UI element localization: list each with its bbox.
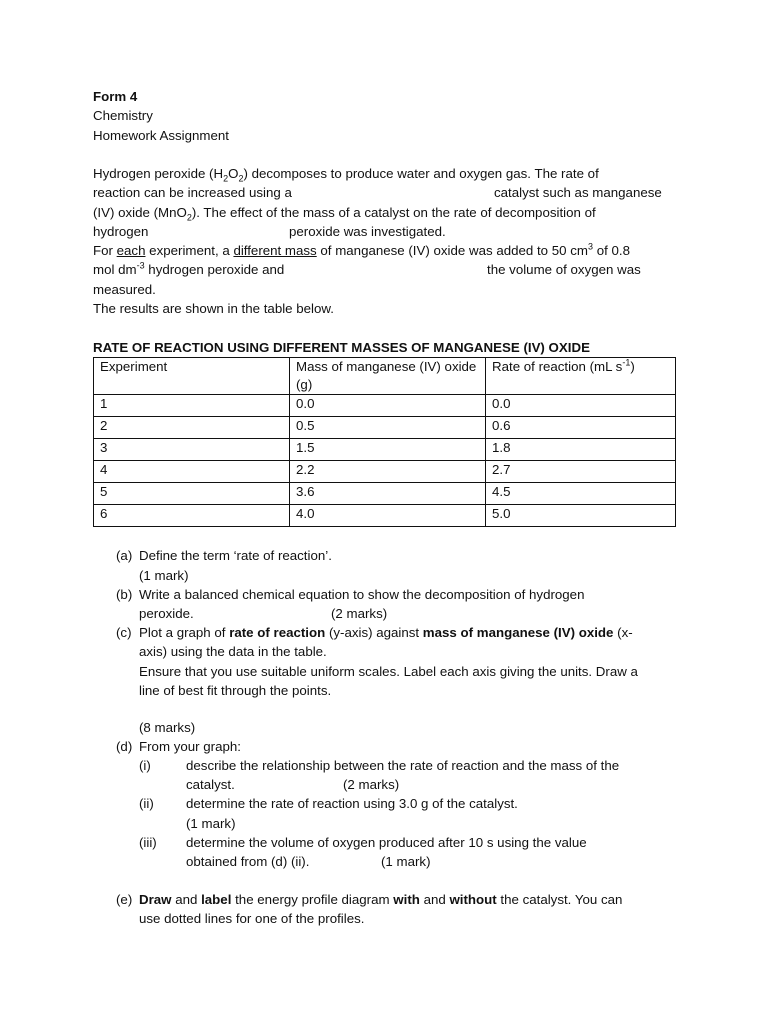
intro-line-2a: reaction can be increased using a — [93, 185, 292, 200]
cell-rate: 4.5 — [486, 483, 676, 505]
table-caption: RATE OF REACTION USING DIFFERENT MASSES OF MANGANESE (IV) OXIDE — [93, 340, 590, 355]
question-c-line-2: axis) using the data in the table. — [139, 644, 327, 659]
intro-line-4b: peroxide was investigated. — [289, 224, 446, 239]
cell-mass: 2.2 — [290, 461, 486, 483]
cell-experiment: 6 — [94, 505, 290, 527]
question-d-label: (d) — [116, 739, 133, 754]
question-d-iii-line-2: obtained from (d) (ii). — [186, 854, 310, 869]
cell-experiment: 4 — [94, 461, 290, 483]
question-c-label: (c) — [116, 625, 132, 640]
question-d-ii-line-1: determine the rate of reaction using 3.0 g of the catalyst. — [186, 796, 518, 811]
cell-rate: 1.8 — [486, 439, 676, 461]
intro-line-6a: mol $dm^{-3}$ hydrogen peroxide and — [93, 260, 285, 277]
subject-heading: Chemistry — [93, 108, 153, 123]
question-a-marks: (1 mark) — [139, 568, 189, 583]
question-b-marks: (2 marks) — [331, 606, 388, 621]
table-row — [94, 483, 676, 505]
cell-experiment: 3 — [94, 439, 290, 461]
question-a-label: (a) — [116, 548, 133, 563]
question-c-line-1: Plot a graph of rate of reaction (y-axis) against mass of manganese (IV) oxide (x- — [139, 625, 633, 640]
cell-experiment: 5 — [94, 483, 290, 505]
table-row — [94, 439, 676, 461]
table-header-row — [94, 358, 676, 395]
question-d-i-line-1: describe the relationship between the rate of reaction and the mass of the — [186, 758, 620, 773]
cell-rate: 0.0 — [486, 395, 676, 417]
cell-rate: 0.6 — [486, 417, 676, 439]
intro-line-4a: hydrogen — [93, 224, 149, 239]
question-c-line-4: line of best fit through the points. — [139, 683, 332, 698]
form-heading: Form 4 — [93, 89, 138, 104]
cell-rate: 2.7 — [486, 461, 676, 483]
intro-line-3: (IV) oxide (MnO$_2$). The effect of the mass of a catalyst on the rate of decomposition of — [93, 205, 596, 223]
question-b-label: (b) — [116, 587, 133, 602]
question-d-ii-label: (ii) — [139, 796, 154, 811]
header-mass: Mass of manganese (IV) oxide (g) — [290, 358, 486, 395]
assignment-title: Homework Assignment — [93, 128, 229, 143]
table-row — [94, 417, 676, 439]
cell-mass: 0.0 — [290, 395, 486, 417]
question-d-ii-marks: (1 mark) — [186, 816, 236, 831]
question-b-text-2: peroxide. — [139, 606, 194, 621]
question-e-label: (e) — [116, 892, 133, 907]
question-d-i-label: (i) — [139, 758, 151, 773]
table-row — [94, 505, 676, 527]
cell-mass: 1.5 — [290, 439, 486, 461]
header-experiment: Experiment — [94, 358, 290, 395]
cell-mass: 3.6 — [290, 483, 486, 505]
question-d-i-line-2: catalyst. — [186, 777, 235, 792]
intro-line-1: Hydrogen peroxide $(H_2O_2)$ decomposes to produce water and oxygen gas. The rate of — [93, 166, 599, 184]
question-b-text-1: Write a balanced chemical equation to show the decomposition of hydrogen — [139, 587, 585, 602]
intro-line-5: For each experiment, a different mass of manganese (IV) oxide was added to 50 $cm^3$ of 0.8 — [93, 241, 630, 258]
question-d-i-marks: (2 marks) — [343, 777, 400, 792]
cell-experiment: 2 — [94, 417, 290, 439]
cell-mass: 0.5 — [290, 417, 486, 439]
question-d-iii-marks: (1 mark) — [381, 854, 431, 869]
question-d-iii-line-1: determine the volume of oxygen produced after 10 s using the value — [186, 835, 587, 850]
question-d-iii-label: (iii) — [139, 835, 157, 850]
question-a-text: Define the term ‘rate of reaction’. — [139, 548, 332, 563]
intro-line-7: measured. — [93, 282, 156, 297]
intro-line-8: The results are shown in the table below. — [93, 301, 334, 316]
intro-line-2b: catalyst such as manganese — [494, 185, 662, 200]
table-row — [94, 461, 676, 483]
cell-experiment: 1 — [94, 395, 290, 417]
intro-line-6b: the volume of oxygen was — [487, 262, 641, 277]
cell-rate: 5.0 — [486, 505, 676, 527]
question-c-line-3: Ensure that you use suitable uniform scales. Label each axis giving the units. Draw a — [139, 664, 638, 679]
question-c-marks: (8 marks) — [139, 720, 196, 735]
results-table — [93, 357, 676, 527]
question-e-line-2: use dotted lines for one of the profiles. — [139, 911, 365, 926]
question-d-text: From your graph: — [139, 739, 241, 754]
cell-mass: 4.0 — [290, 505, 486, 527]
header-rate: Rate of reaction (mL $s^{-1}$) — [486, 358, 676, 395]
table-row — [94, 395, 676, 417]
question-e-line-1: Draw and label the energy profile diagram with and without the catalyst. You can — [139, 892, 623, 907]
